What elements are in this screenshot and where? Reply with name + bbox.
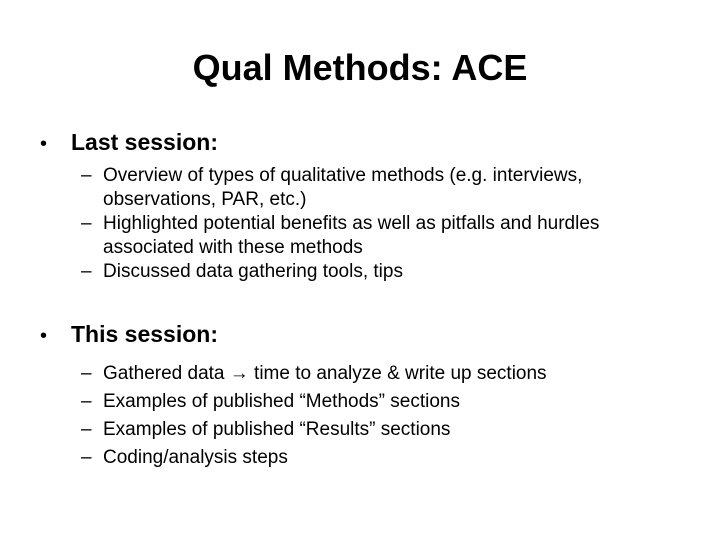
list-item (81, 212, 690, 260)
section-heading (40, 318, 690, 352)
list-item (81, 388, 690, 416)
dash-icon: – (81, 261, 92, 282)
sub-list (40, 164, 690, 284)
list-item-text: Coding/analysis steps (103, 447, 288, 468)
list-item-text: Discussed data gathering tools, tips (103, 261, 403, 282)
dash-icon: – (81, 213, 92, 234)
list-item-text: Highlighted potential benefits as well as pitfalls and hurdles associated with these methods (103, 213, 600, 258)
slide-title: Qual Methods: ACE (192, 47, 528, 88)
list-item (81, 360, 690, 388)
dash-icon: – (81, 165, 92, 186)
list-item-text: Gathered data → time to analyze & write up sections (103, 363, 547, 384)
dash-icon: – (81, 419, 92, 440)
section-heading (40, 126, 690, 160)
list-item-text: Overview of types of qualitative methods (e.g. interviews, observations, PAR, etc.) (103, 165, 583, 210)
dash-icon: – (81, 447, 92, 468)
dash-icon: – (81, 391, 92, 412)
bullet-icon: • (40, 325, 48, 347)
list-item (81, 444, 690, 472)
list-item (81, 260, 690, 284)
list-item (81, 416, 690, 444)
list-item (81, 164, 690, 212)
section-last-session (40, 126, 690, 284)
section-heading-text: Last session: (71, 129, 218, 155)
bullet-icon: • (40, 133, 48, 155)
section-heading-text: This session: (71, 321, 218, 347)
sub-list (40, 360, 690, 472)
dash-icon: – (81, 363, 92, 384)
list-item-text: Examples of published “Results” sections (103, 419, 451, 440)
list-item-text: Examples of published “Methods” sections (103, 391, 460, 412)
section-this-session (40, 318, 690, 472)
